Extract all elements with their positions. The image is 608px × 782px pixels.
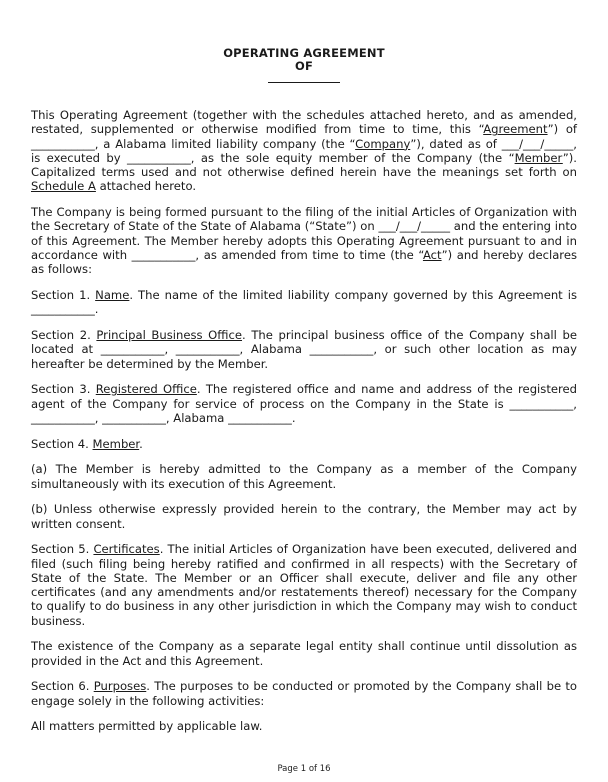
section-4a: (a) The Member is hereby admitted to the Company as a member of the Company simultaneously with its execution of this Agreement. — [31, 462, 577, 491]
section-3-registered-office: Section 3. Registered Office. The registered office and name and address of the registered agent of the Company for service of process on the Company in the State is ___________, ___________, ___________, Alabama ___________. — [31, 382, 577, 425]
term-act: Act — [422, 248, 442, 263]
section-1-name: Section 1. Name. The name of the limited liability company governed by this Agreement is ___________. — [31, 288, 577, 317]
section-4b: (b) Unless otherwise expressly provided herein to the contrary, the Member may act by written consent. — [31, 502, 577, 531]
formation-paragraph: The Company is being formed pursuant to the filing of the initial Articles of Organization with the Secretary of State of the State of Alabama (“State”) on ___/___/_____ and the entering into of this Agreement. The Member hereby adopts this Operating Agreement pursuant to and in accordance with ___________, as amended from time to time (the “Act”) and hereby declares as follows: — [31, 205, 577, 277]
term-member: Member — [514, 150, 563, 165]
section-5-heading: Certificates — [93, 542, 160, 557]
term-company: Company — [355, 136, 411, 151]
section-4-heading: Member — [92, 436, 140, 451]
section-3-heading: Registered Office — [95, 382, 197, 397]
all-matters-paragraph: All matters permitted by applicable law. — [31, 719, 263, 734]
section-5-certificates: Section 5. Certificates. The initial Articles of Organization have been executed, delivered and filed (such filing being hereby ratified and confirmed in all respects) with the Secretary of State of the State. The Member or an Officer shall execute, deliver and file any other certificates (and any amendments and/or restatements thereof) necessary for the Company to qualify to do business in any other jurisdiction in which the Company may wish to conduct business. — [31, 542, 577, 628]
existence-paragraph: The existence of the Company as a separate legal entity shall continue until dissolution as provided in the Act and this Agreement. — [31, 639, 577, 668]
document-title-of: OF — [294, 59, 314, 73]
section-2-heading: Principal Business Office — [96, 328, 243, 343]
section-4-member: Section 4. Member. — [31, 436, 143, 451]
term-agreement: Agreement — [483, 122, 548, 137]
company-name-blank-line — [268, 82, 340, 83]
document-title: OPERATING AGREEMENT — [223, 46, 385, 60]
section-1-heading: Name — [95, 288, 130, 303]
section-6-purposes: Section 6. Purposes. The purposes to be conducted or promoted by the Company shall be to engage solely in the following activities: — [31, 679, 577, 708]
section-2-principal-office: Section 2. Principal Business Office. The principal business office of the Company shall be located at ___________, ___________, Alabama ___________, or such other location as may hereafter be determined by the Member. — [31, 328, 577, 371]
document-body — [31, 108, 577, 745]
schedule-a-link: Schedule A — [31, 179, 96, 194]
intro-paragraph: This Operating Agreement (together with the schedules attached hereto, and as amended, restated, supplemented or otherwise modified from time to time, this “Agreement”) of ___________, a Alabama limited liability company (the “Company”), dated as of ___/___/_____, is executed by ___________, as the sole equity member of the Company (the “Member”). Capitalized terms used and not otherwise defined herein have the meanings set forth on Schedule A attached hereto. — [31, 108, 577, 194]
page-number: Page 1 of 16 — [277, 764, 331, 774]
section-6-heading: Purposes — [93, 679, 147, 694]
